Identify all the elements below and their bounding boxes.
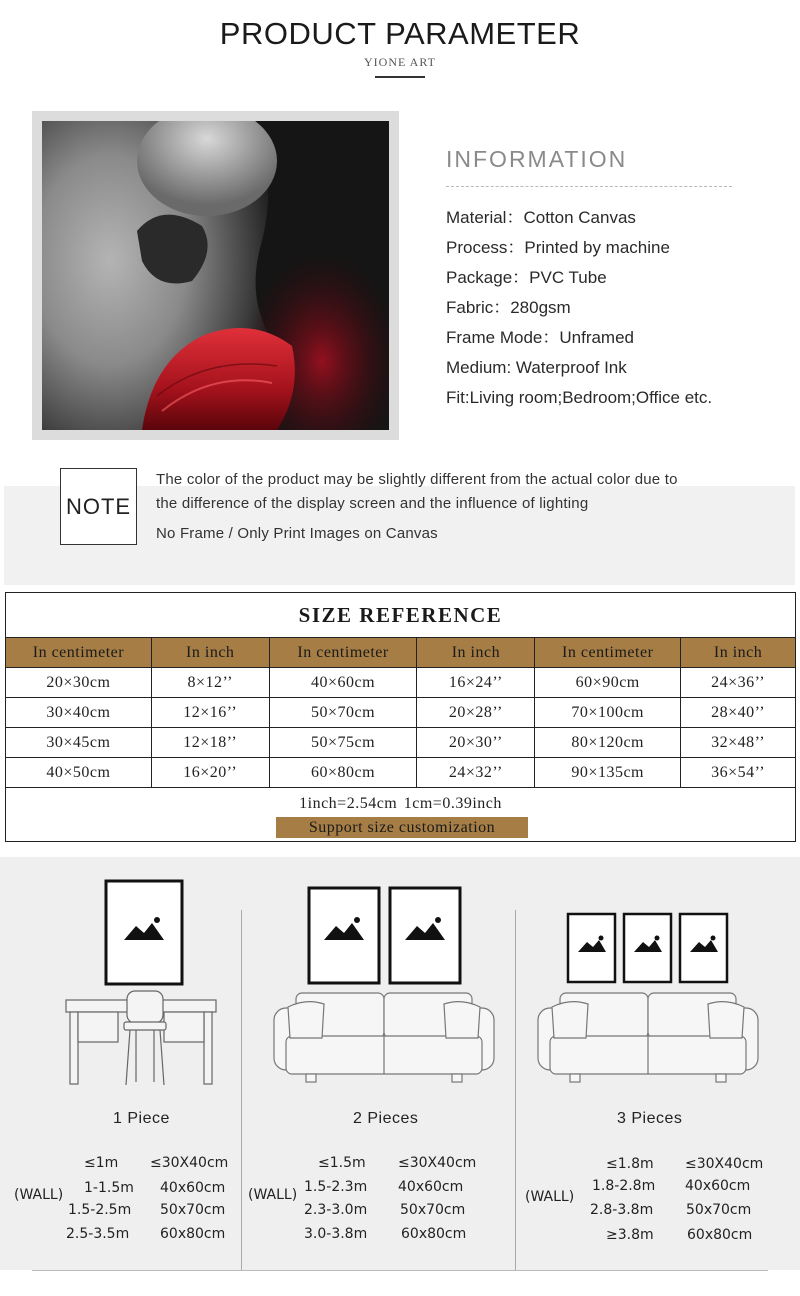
wall-width: 2.5-3.5m xyxy=(66,1226,130,1242)
table-cell: 20×30’’ xyxy=(417,728,535,758)
table-cell: 20×28’’ xyxy=(417,698,535,728)
note-line-3: No Frame / Only Print Images on Canvas xyxy=(156,525,438,542)
table-cell: 12×18’’ xyxy=(151,728,269,758)
wall-label-1: (WALL) xyxy=(14,1187,64,1203)
sofa-icon xyxy=(274,993,494,1082)
wall-width: 1.5-2.5m xyxy=(68,1202,132,1218)
wall-width: ≤1.8m xyxy=(606,1156,654,1172)
canvas-size: ≤30X40cm xyxy=(398,1155,477,1171)
table-cell: 20×30cm xyxy=(6,668,152,698)
information-divider xyxy=(446,186,732,187)
canvas-size: 40x60cm xyxy=(160,1180,226,1196)
sofa-scene-3-pieces xyxy=(530,870,765,1095)
info-material: Material：Cotton Canvas xyxy=(446,208,636,227)
info-fabric: Fabric：280gsm xyxy=(446,298,571,317)
picture-frame-icon xyxy=(624,914,671,982)
table-cell: 12×16’’ xyxy=(151,698,269,728)
section-divider xyxy=(515,910,516,1270)
picture-frame-icon xyxy=(680,914,727,982)
title-underline xyxy=(375,76,425,78)
unit-conversion: 1inch=2.54cm 1cm=0.39inch xyxy=(299,795,502,812)
table-cell: 30×45cm xyxy=(6,728,152,758)
table-cell: 50×75cm xyxy=(269,728,417,758)
canvas-size: 40x60cm xyxy=(685,1178,751,1194)
table-cell: 24×32’’ xyxy=(417,758,535,788)
piece-label-2: 2 Pieces xyxy=(353,1110,419,1127)
table-cell: 90×135cm xyxy=(535,758,681,788)
table-cell: 32×48’’ xyxy=(681,728,796,758)
table-cell: 60×80cm xyxy=(269,758,417,788)
table-cell: 50×70cm xyxy=(269,698,417,728)
size-table-header xyxy=(6,638,796,668)
table-cell: 70×100cm xyxy=(535,698,681,728)
canvas-size: 50x70cm xyxy=(400,1202,466,1218)
wall-width: ≥3.8m xyxy=(606,1227,654,1243)
header-cell: In inch xyxy=(681,638,796,668)
wall-label-2: (WALL) xyxy=(248,1187,298,1203)
sofa-scene-2-pieces xyxy=(266,870,501,1095)
header-cell: In centimeter xyxy=(535,638,681,668)
header-cell: In inch xyxy=(151,638,269,668)
wall-width: 2.8-3.8m xyxy=(590,1202,654,1218)
sofa-icon xyxy=(538,993,758,1082)
product-image-frame xyxy=(32,111,399,440)
table-row xyxy=(6,668,796,698)
size-reference-title: SIZE REFERENCE xyxy=(298,603,503,627)
information-heading: INFORMATION xyxy=(446,146,628,172)
canvas-size: 50x70cm xyxy=(686,1202,752,1218)
customization-badge: Support size customization xyxy=(276,817,528,838)
header-cell: In centimeter xyxy=(269,638,417,668)
wall-width: 1.8-2.8m xyxy=(592,1178,656,1194)
wall-width: ≤1.5m xyxy=(318,1155,366,1171)
lips-artwork-image xyxy=(42,121,389,430)
info-frame-mode: Frame Mode：Unframed xyxy=(446,328,635,347)
canvas-size: 60x80cm xyxy=(687,1227,753,1243)
note-line-2: the difference of the display screen and the influence of lighting xyxy=(156,495,589,512)
canvas-size: 60x80cm xyxy=(401,1226,467,1242)
brand-subtitle: YIONE ART xyxy=(364,55,436,69)
table-cell: 24×36’’ xyxy=(681,668,796,698)
note-line-1: The color of the product may be slightly different from the actual color due to xyxy=(156,471,678,488)
wall-width: 2.3-3.0m xyxy=(304,1202,368,1218)
desk-scene-1-piece xyxy=(60,870,230,1095)
table-cell: 40×60cm xyxy=(269,668,417,698)
info-package: Package：PVC Tube xyxy=(446,268,607,287)
table-cell: 28×40’’ xyxy=(681,698,796,728)
size-reference-box xyxy=(5,592,796,842)
picture-frame-icon xyxy=(390,888,460,983)
picture-frame-icon xyxy=(106,881,182,984)
info-process: Process：Printed by machine xyxy=(446,238,670,257)
wall-width: ≤1m xyxy=(84,1155,119,1171)
table-cell: 80×120cm xyxy=(535,728,681,758)
table-cell: 30×40cm xyxy=(6,698,152,728)
table-cell: 36×54’’ xyxy=(681,758,796,788)
page-title: PRODUCT PARAMETER xyxy=(219,16,581,51)
wall-label-3: (WALL) xyxy=(525,1189,575,1205)
info-medium: Medium: Waterproof Ink xyxy=(446,358,627,377)
bottom-divider xyxy=(32,1270,768,1271)
table-row xyxy=(6,758,796,788)
table-cell: 40×50cm xyxy=(6,758,152,788)
wall-width: 1.5-2.3m xyxy=(304,1179,368,1195)
chair-icon xyxy=(124,991,166,1085)
canvas-size: 50x70cm xyxy=(160,1202,226,1218)
info-fit: Fit:Living room;Bedroom;Office etc. xyxy=(446,388,713,407)
table-cell: 16×20’’ xyxy=(151,758,269,788)
table-cell: 16×24’’ xyxy=(417,668,535,698)
table-cell: 8×12’’ xyxy=(151,668,269,698)
canvas-size: 60x80cm xyxy=(160,1226,226,1242)
piece-label-3: 3 Pieces xyxy=(617,1110,683,1127)
wall-width: 1-1.5m xyxy=(84,1180,134,1196)
table-cell: 60×90cm xyxy=(535,668,681,698)
header-cell: In inch xyxy=(417,638,535,668)
wall-width: 3.0-3.8m xyxy=(304,1226,368,1242)
table-row xyxy=(6,728,796,758)
information-list xyxy=(446,207,712,417)
canvas-size: 40x60cm xyxy=(398,1179,464,1195)
canvas-size: ≤30X40cm xyxy=(150,1155,229,1171)
size-table xyxy=(5,637,796,788)
note-label: NOTE xyxy=(60,468,137,545)
header-cell: In centimeter xyxy=(6,638,152,668)
section-divider xyxy=(241,910,242,1270)
piece-label-1: 1 Piece xyxy=(113,1110,170,1127)
picture-frame-icon xyxy=(568,914,615,982)
table-row xyxy=(6,698,796,728)
canvas-size: ≤30X40cm xyxy=(685,1156,764,1172)
picture-frame-icon xyxy=(309,888,379,983)
